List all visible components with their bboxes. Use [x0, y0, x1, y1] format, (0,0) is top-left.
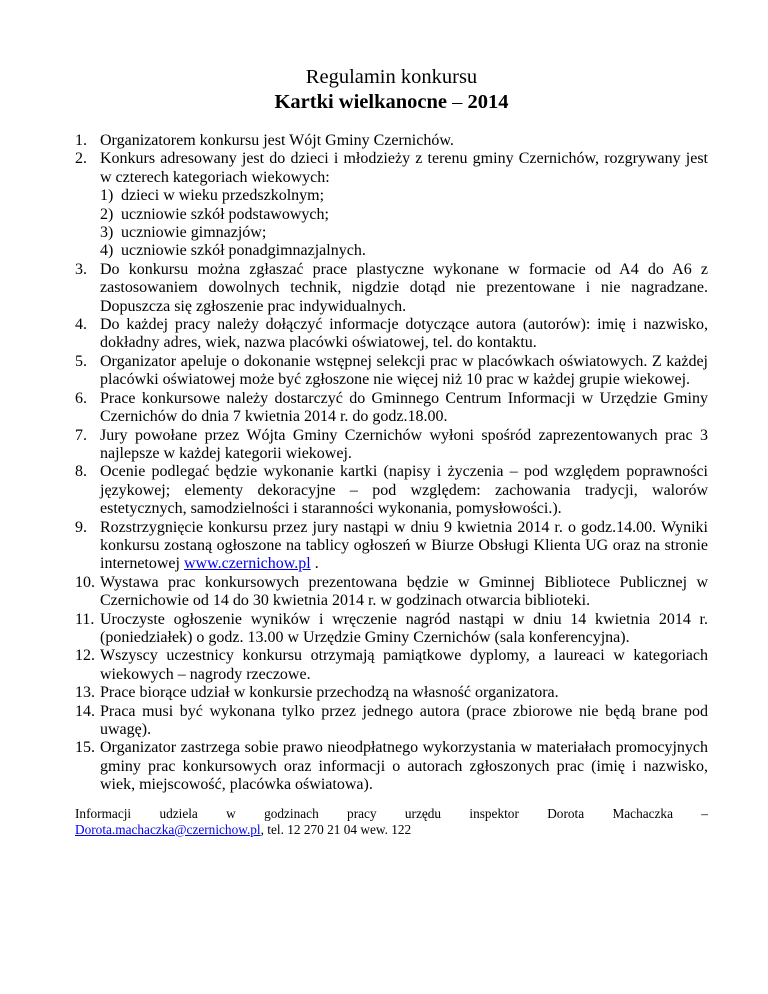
website-link[interactable]: www.czernichow.pl	[183, 555, 311, 573]
rule-item	[75, 574, 708, 611]
document-subtitle	[75, 89, 708, 115]
rule-text: Uroczyste ogłoszenie wyników i wręczenie nagród nastąpi w dniu 14 kwietnia 2014 r. (poniedziałek) o godz. 13.00 w Urzędzie Gminy Czernichów (sala konferencyjna).	[100, 610, 708, 646]
rule-item	[75, 684, 708, 702]
footer-word: Informacji	[75, 805, 132, 821]
rule-text: Praca musi być wykonana tylko przez jednego autora (prace zbiorowe nie będą brane pod uwagę).	[100, 702, 708, 738]
rule-text-end: .	[310, 555, 319, 573]
age-category-list	[100, 187, 708, 261]
category-number: 1)	[100, 187, 114, 205]
category-number: 4)	[100, 242, 114, 260]
rule-text: Prace biorące udział w konkursie przechodzą na własność organizatora.	[100, 684, 559, 702]
rule-number: 4.	[75, 316, 87, 334]
rule-item	[75, 427, 708, 464]
rule-number: 10.	[75, 573, 95, 591]
rule-number: 7.	[75, 426, 87, 444]
rule-number: 12.	[75, 647, 95, 665]
rule-number: 15.	[75, 739, 95, 757]
rule-item	[75, 132, 708, 150]
document-page	[75, 65, 708, 838]
age-category-item	[100, 242, 708, 260]
footer-word: –	[701, 805, 708, 821]
rule-text: Do każdej pracy należy dołączyć informacje dotyczące autora (autorów): imię i nazwisko, dokładny adres, wiek, nazwa placówki oświatowej, tel. do kontaktu.	[100, 316, 708, 352]
subtitle-main: Kartki wielkanocne	[274, 91, 448, 113]
rule-text: Organizatorem konkursu jest Wójt Gminy Czernichów.	[100, 132, 454, 149]
rule-item	[75, 353, 708, 390]
rule-number: 5.	[75, 352, 87, 370]
category-text: uczniowie szkół podstawowych;	[121, 205, 329, 223]
rule-number: 11.	[75, 610, 95, 628]
rule-text: Rozstrzygnięcie konkursu przez jury nastąpi w dniu 9 kwietnia 2014 r. o godz.14.00. Wyniki konkursu zostaną ogłoszone na tablicy ogłoszeń w Biurze Obsługi Klienta UG oraz na stronie internetowej	[100, 518, 708, 573]
category-text: dzieci w wieku przedszkolnym;	[121, 187, 325, 205]
document-title: Regulamin konkursu	[305, 66, 478, 88]
rule-number: 6.	[75, 389, 87, 407]
footer-word: w	[226, 805, 236, 821]
age-category-item	[100, 187, 708, 205]
footer-word: inspektor	[469, 805, 519, 821]
contact-footer	[75, 806, 708, 838]
rule-text: Wystawa prac konkursowych prezentowana będzie w Gminnej Bibliotece Publicznej w Czernichowie od 14 do 30 kwietnia 2014 r. w godzinach otwarcia biblioteki.	[100, 573, 708, 610]
age-category-item	[100, 206, 708, 224]
email-link[interactable]: Dorota.machaczka@czernichow.pl	[75, 821, 261, 837]
rule-item	[75, 390, 708, 427]
rule-item	[75, 463, 708, 518]
footer-word: Machaczka	[612, 805, 673, 821]
rule-item	[75, 703, 708, 740]
footer-line	[75, 806, 708, 822]
age-category-item	[100, 224, 708, 242]
rule-number: 9.	[75, 518, 87, 536]
subtitle-year: 2014	[467, 91, 509, 113]
rule-text: Konkurs adresowany jest do dzieci i młodzieży z terenu gminy Czernichów, rozgrywany jest w czterech kategoriach wiekowych:	[100, 150, 708, 186]
rule-number: 13.	[75, 684, 95, 702]
rules-list	[75, 132, 708, 795]
subtitle-dash: –	[447, 91, 468, 113]
rule-item	[75, 739, 708, 794]
rule-number: 3.	[75, 260, 87, 278]
rule-text: Ocenie podlegać będzie wykonanie kartki (napisy i życzenia – pod względem poprawności językowej; elementy dekoracyjne – pod względem: zachowania tradycji, walorów estetycznych, samodzielności i staranności wykonania, pomysłowości.).	[100, 463, 708, 518]
category-number: 2)	[100, 205, 114, 223]
rule-number: 8.	[75, 463, 87, 481]
rule-number: 14.	[75, 702, 95, 720]
rule-item	[75, 647, 708, 684]
rule-text: Organizator apeluje o dokonanie wstępnej selekcji prac w placówkach oświatowych. Z każdej placówki oświatowej może być zgłoszone nie więcej niż 10 prac w każdej grupie wiekowej.	[100, 352, 708, 389]
footer-word: pracy	[347, 805, 377, 821]
footer-word: udziela	[159, 805, 198, 821]
rule-text: Organizator zastrzega sobie prawo nieodpłatnego wykorzystania w materiałach promocyjnych gminy prac konkursowych oraz informacji o autorach zgłoszonych prac (imię i nazwisko, wiek, miejscowość, placówka oświatowa).	[100, 739, 708, 794]
rule-item	[75, 611, 708, 648]
rule-number: 1.	[75, 132, 87, 149]
phone-text: , tel. 12 270 21 04 wew. 122	[260, 821, 412, 837]
rule-text: Wszyscy uczestnicy konkursu otrzymają pamiątkowe dyplomy, a laureaci w kategoriach wiekowych – nagrody rzeczowe.	[100, 647, 708, 683]
footer-word: urzędu	[404, 805, 442, 821]
footer-word: godzinach	[264, 805, 319, 821]
rule-text: Do konkursu można zgłaszać prace plastyczne wykonane w formacie od A4 do A6 z zastosowaniem dowolnych technik, nigdzie dotąd nie prezentowane i nie nagradzane. Dopuszcza się zgłoszenie prac indywidualnych.	[100, 260, 708, 315]
category-number: 3)	[100, 224, 114, 242]
category-text: uczniowie gimnazjów;	[121, 224, 267, 242]
rule-number: 2.	[75, 150, 87, 168]
rule-item	[75, 316, 708, 353]
category-text: uczniowie szkół ponadgimnazjalnych.	[121, 242, 366, 260]
rule-item	[75, 519, 708, 574]
rule-item	[75, 261, 708, 316]
rule-text: Prace konkursowe należy dostarczyć do Gminnego Centrum Informacji w Urzędzie Gminy Czernichów do dnia 7 kwietnia 2014 r. do godz.18.00.	[100, 389, 708, 426]
footer-word: Dorota	[547, 805, 585, 821]
rule-item	[75, 150, 708, 260]
footer-contact-line	[75, 822, 708, 838]
rule-text: Jury powołane przez Wójta Gminy Czernichów wyłoni spośród zaprezentowanych prac 3 najlepsze w każdej kategorii wiekowej.	[100, 426, 708, 462]
